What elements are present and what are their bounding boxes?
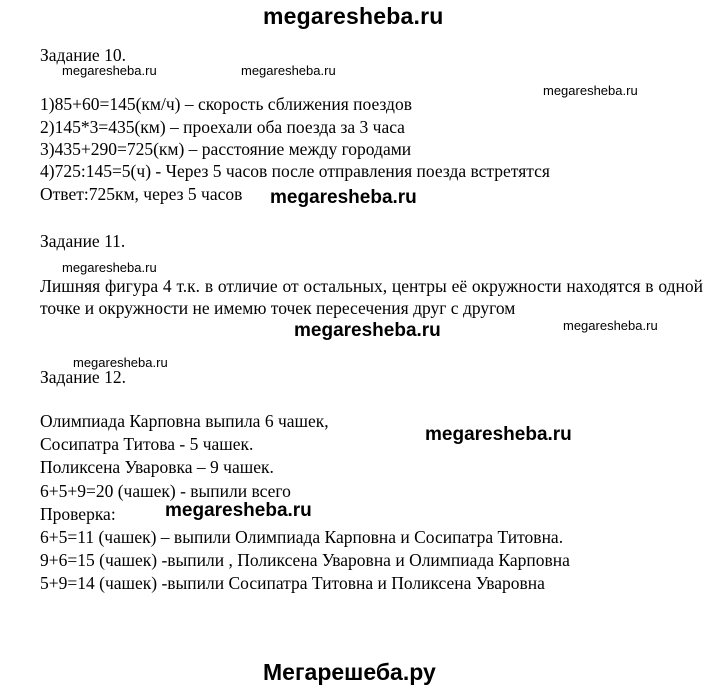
task12-line-1: Олимпиада Карповна выпила 6 чашек, — [40, 411, 329, 431]
task11-paragraph: Лишняя фигура 4 т.к. в отличие от остальных, центры её окружности находятся в одной точке и окружности не имемю точек пересечения друг с другом — [40, 276, 703, 318]
watermark-small: megaresheba.ru — [563, 318, 658, 333]
watermark-small: megaresheba.ru — [543, 83, 638, 98]
site-title: megaresheba.ru — [263, 3, 444, 29]
task12-line-7: 9+6=15 (чашек) -выпили , Поликсена Уваровна и Олимпиада Карповна — [40, 550, 570, 570]
watermark-small: megaresheba.ru — [73, 355, 168, 370]
footer-brand: Мегарешеба.ру — [263, 659, 436, 685]
watermark-small: megaresheba.ru — [241, 63, 336, 78]
watermark-small: megaresheba.ru — [62, 260, 157, 275]
task12-line-5: Проверка: — [40, 504, 116, 524]
task12-heading: Задание 12. — [40, 367, 126, 387]
watermark-small: megaresheba.ru — [62, 63, 157, 78]
watermark-large: megaresheba.ru — [165, 500, 312, 521]
task12-line-3: Поликсена Уваровка – 9 чашек. — [40, 457, 274, 477]
task10-line-1: 1)85+60=145(км/ч) – скорость сближения поездов — [40, 94, 412, 114]
watermark-large: megaresheba.ru — [425, 424, 572, 445]
task12-line-4: 6+5+9=20 (чашек) - выпили всего — [40, 481, 291, 501]
task12-line-2: Сосипатра Титова - 5 чашек. — [40, 434, 254, 454]
task11-heading: Задание 11. — [40, 231, 126, 251]
task10-heading: Задание 10. — [40, 45, 126, 65]
task12-line-8: 5+9=14 (чашек) -выпили Сосипатра Титовна и Поликсена Уваровна — [40, 573, 545, 593]
task10-answer: Ответ:725км, через 5 часов — [40, 184, 243, 204]
task10-line-2: 2)145*3=435(км) – проехали оба поезда за 3 часа — [40, 117, 405, 137]
task10-line-3: 3)435+290=725(км) – расстояние между городами — [40, 139, 412, 159]
task12-line-6: 6+5=11 (чашек) – выпили Олимпиада Карповна и Сосипатра Титовна. — [40, 527, 564, 547]
watermark-large: megaresheba.ru — [294, 320, 441, 341]
task10-line-4: 4)725:145=5(ч) - Через 5 часов после отправления поезда встретятся — [40, 161, 550, 181]
watermark-large: megaresheba.ru — [270, 187, 417, 208]
